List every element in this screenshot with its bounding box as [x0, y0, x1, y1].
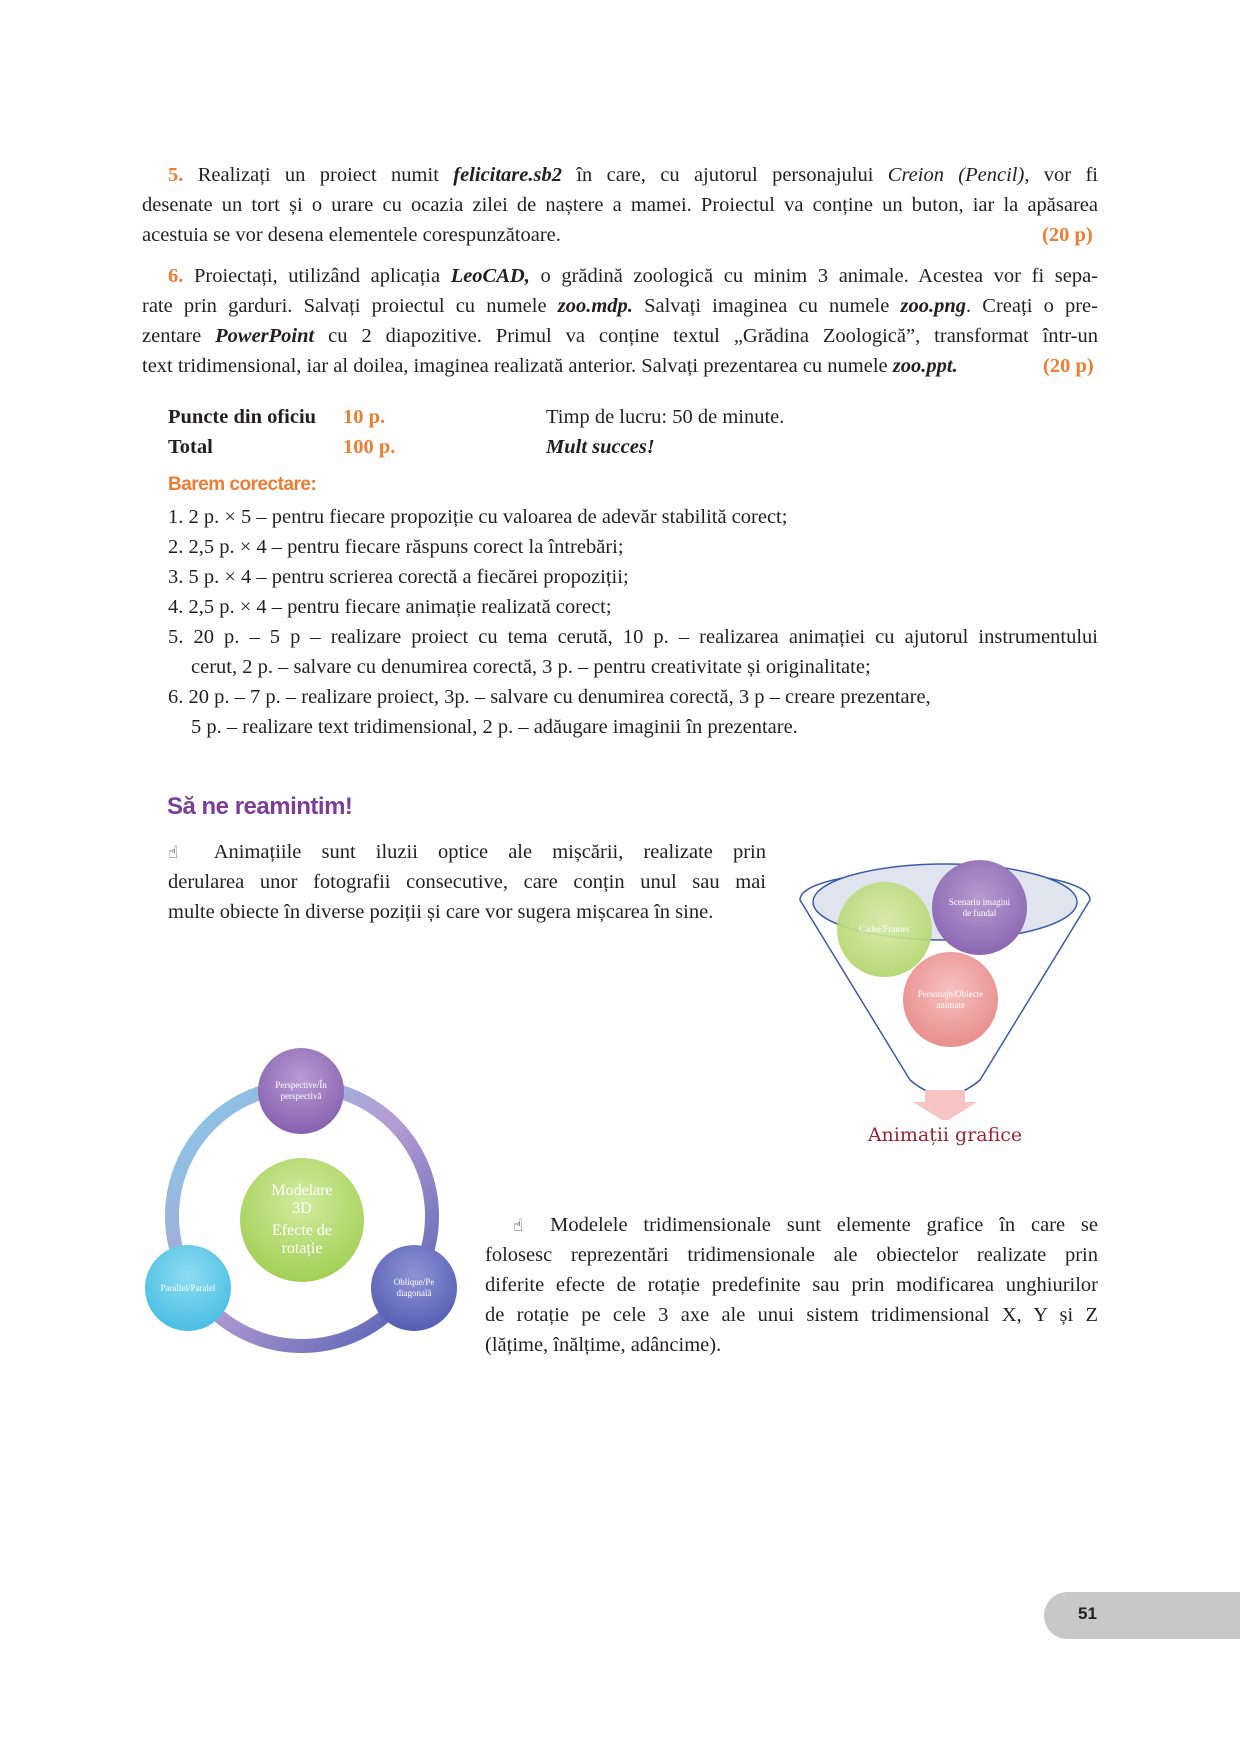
center-line: Efecte de — [272, 1222, 332, 1239]
text-segment: zentare — [142, 325, 216, 347]
text-segment: Salvați imaginea cu numele — [632, 295, 901, 317]
paragraph-line — [485, 1240, 1098, 1270]
text-segment: PowerPoint — [215, 325, 315, 347]
barem-line: 5 p. – realizare text tridimensional, 2 p. – adăugare imaginii în prezentare. — [191, 716, 798, 738]
text-segment: cu 2 diapozitive. Primul va conține textul „Grădina Zoologică”, transformat într-un — [314, 325, 1098, 347]
barem-line: 4. 2,5 p. × 4 – pentru fiecare animație realizată corect; — [168, 596, 612, 618]
text-line — [168, 261, 1098, 291]
paragraph-line — [485, 1300, 1098, 1330]
page-number-tab — [1044, 1592, 1240, 1639]
paragraph-line — [485, 1330, 785, 1360]
text-segment: Realizați un proiect numit — [197, 164, 454, 186]
office-points-value: 10 p. — [343, 406, 386, 428]
characters-circle: Personaje/Obiecte animate — [903, 952, 998, 1047]
center-circle — [240, 1158, 364, 1282]
text: de rotație pe cele 3 axe ale unui sistem tridimensional X, Y și Z — [485, 1304, 1098, 1326]
text-segment: Creion (Pencil) — [887, 164, 1025, 186]
points-label: (20 p) — [1043, 355, 1094, 377]
text-segment: text tridimensional, iar al doilea, imaginea realizată anterior. Salvați prezentarea cu numele — [142, 355, 893, 377]
page-number: 51 — [1078, 1604, 1097, 1623]
funnel-caption: Animații grafice — [867, 1124, 1023, 1146]
text-segment: rate prin garduri. Salvați proiectul cu numele — [142, 295, 558, 317]
text-line — [168, 160, 1098, 190]
hand-pointer-icon: ☝ — [168, 843, 214, 863]
office-points-label: Puncte din oficiu — [168, 406, 317, 428]
text-segment: 5. — [168, 164, 198, 186]
good-luck: Mult succes! — [546, 436, 655, 458]
center-line: rotație — [281, 1240, 323, 1257]
text-segment: 6. — [168, 265, 194, 287]
text: Animațiile sunt iluzii optice ale mișcării, realizate prin — [213, 841, 766, 863]
arrow-down-icon — [913, 1090, 977, 1120]
funnel-diagram — [795, 840, 1095, 1160]
center-line: 3D — [292, 1200, 312, 1217]
perspective-circle: Perspective/În perspectivă — [258, 1048, 344, 1134]
text-segment: felicitare.sb2 — [453, 164, 562, 186]
text-segment: o grădină zoologică cu minim 3 animale. Acestea vor fi sepa- — [529, 265, 1099, 287]
text-line — [142, 351, 1022, 381]
text-segment: zoo.mdp. — [557, 295, 633, 317]
barem-line: cerut, 2 p. – salvare cu denumirea corectă, 3 p. – pentru creativitate și originalitate; — [191, 656, 871, 678]
scenario-circle: Scenariu imagini de fundal — [932, 860, 1027, 955]
text-segment: zoo.ppt. — [892, 355, 958, 377]
text-segment: Proiectați, utilizând aplicația — [194, 265, 451, 287]
text-line — [142, 321, 1098, 351]
frames-circle: Cadre/Frames — [837, 882, 932, 977]
text-segment: desenate un tort și o urare cu ocazia zilei de naștere a mamei. Proiectul va conține un buton, iar la apăsarea — [142, 194, 1098, 216]
total-label: Total — [168, 436, 213, 458]
text-segment: în care, cu ajutorul personajului — [562, 164, 888, 186]
paragraph-line — [513, 1210, 1098, 1241]
reminder-title: Să ne reamintim! — [167, 793, 353, 820]
work-time: Timp de lucru: 50 de minute. — [546, 406, 785, 428]
text-line — [142, 220, 702, 250]
text: (lățime, înălțime, adâncime). — [485, 1334, 722, 1356]
text: Modelele tridimensionale sunt elemente grafice în care se — [550, 1214, 1098, 1236]
paragraph-line — [168, 867, 766, 897]
center-line: Modelare — [271, 1182, 333, 1199]
text-segment: acestuia se vor desena elementele corespunzătoare. — [142, 224, 561, 246]
barem-line: 3. 5 p. × 4 – pentru scrierea corectă a fiecărei propoziții; — [168, 566, 629, 588]
text: derularea unor fotografii consecutive, care conțin unul sau mai — [168, 871, 766, 893]
barem-line: 6. 20 p. – 7 p. – realizare proiect, 3p. – salvare cu denumirea corectă, 3 p – creare prezentare, — [168, 686, 931, 708]
barem-title: Barem corectare: — [168, 474, 317, 495]
text-segment: zoo.png — [900, 295, 967, 317]
paragraph-line — [168, 897, 766, 927]
text: diferite efecte de rotație predefinite sau prin modificarea unghiurilor — [485, 1274, 1098, 1296]
text-segment: LeoCAD, — [450, 265, 530, 287]
text: folosesc reprezentări tridimensionale ale obiectelor realizate prin — [485, 1244, 1098, 1266]
cycle-diagram — [145, 1048, 460, 1358]
text-line — [142, 291, 1098, 321]
parallel-circle: Parallel/Paralel — [145, 1245, 231, 1331]
total-value: 100 p. — [343, 436, 396, 458]
paragraph-line — [485, 1270, 1098, 1300]
points-label: (20 p) — [1042, 224, 1093, 246]
oblique-circle: Oblique/Pe diagonală — [371, 1245, 457, 1331]
text-segment: , vor fi — [1024, 164, 1099, 186]
barem-line: 1. 2 p. × 5 – pentru fiecare propoziție cu valoarea de adevăr stabilită corect; — [168, 506, 788, 528]
paragraph-line — [168, 837, 766, 868]
text: multe obiecte în diverse poziții și care vor sugera mișcarea în sine. — [168, 901, 714, 923]
text-line — [142, 190, 1098, 220]
text-segment: . Creați o pre- — [966, 295, 1098, 317]
hand-pointer-icon: ☝ — [513, 1216, 551, 1236]
barem-line: 2. 2,5 p. × 4 – pentru fiecare răspuns corect la întrebări; — [168, 536, 624, 558]
barem-line: 5. 20 p. – 5 p – realizare proiect cu tema cerută, 10 p. – realizarea animației cu ajutorul instrumentului — [168, 626, 1098, 648]
